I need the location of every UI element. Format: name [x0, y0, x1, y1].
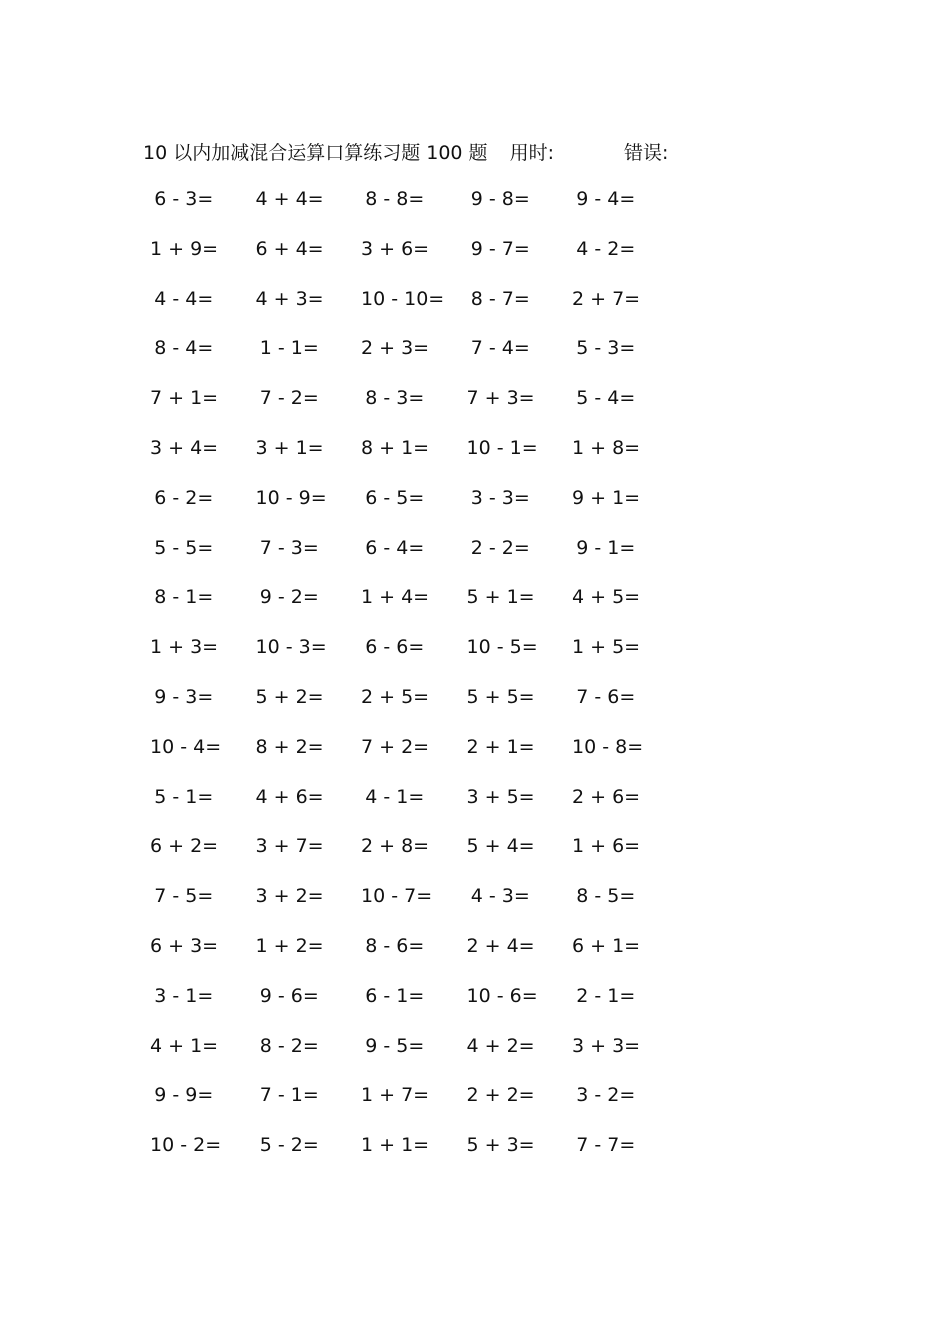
math-problem: 7 - 7=	[576, 1134, 636, 1157]
math-problem: 6 - 5=	[365, 486, 425, 509]
math-problem: 1 + 4=	[361, 586, 430, 609]
math-problem: 5 + 2=	[255, 685, 324, 708]
math-problem: 5 - 3=	[576, 337, 636, 360]
math-problem: 4 + 6=	[255, 785, 324, 808]
problem-row	[150, 1081, 690, 1131]
math-problem: 8 - 8=	[365, 188, 425, 210]
math-problem: 3 + 7=	[255, 835, 324, 858]
math-problem: 8 - 5=	[576, 885, 636, 908]
math-problem: 6 + 2=	[150, 835, 219, 858]
math-problem: 1 + 1=	[361, 1134, 430, 1157]
math-problem: 2 - 2=	[470, 536, 530, 559]
problem-row	[150, 285, 690, 335]
problem-row	[150, 434, 690, 484]
math-problem: 4 + 2=	[466, 1034, 535, 1057]
math-problem: 3 + 6=	[361, 237, 430, 260]
math-problem: 5 - 2=	[259, 1134, 319, 1157]
error-label: 错误:	[623, 141, 669, 164]
problem-grid	[150, 185, 690, 1181]
math-problem: 2 + 5=	[361, 685, 430, 708]
math-problem: 1 + 2=	[255, 934, 324, 957]
math-problem: 9 - 3=	[154, 685, 214, 708]
math-problem: 9 - 6=	[259, 984, 319, 1007]
math-problem: 2 + 2=	[466, 1084, 535, 1107]
problem-row	[150, 783, 690, 833]
problem-row	[150, 384, 690, 434]
math-problem: 7 - 2=	[259, 387, 319, 410]
math-problem: 6 + 3=	[150, 934, 219, 957]
math-problem: 6 - 2=	[154, 486, 214, 509]
math-problem: 3 - 2=	[576, 1084, 636, 1107]
math-problem: 10 - 4=	[150, 735, 222, 758]
math-problem: 6 - 1=	[365, 984, 425, 1007]
problem-row	[150, 185, 690, 235]
math-problem: 1 + 9=	[150, 237, 219, 260]
math-problem: 8 + 2=	[255, 735, 324, 758]
math-problem: 9 - 4=	[576, 188, 636, 210]
math-problem: 10 - 7=	[361, 885, 433, 908]
math-problem: 10 - 3=	[255, 636, 327, 659]
math-problem: 10 - 8=	[572, 735, 644, 758]
math-problem: 3 + 5=	[466, 785, 535, 808]
math-problem: 1 + 6=	[572, 835, 641, 858]
problem-row	[150, 932, 690, 982]
math-problem: 4 - 2=	[576, 237, 636, 260]
math-problem: 7 + 2=	[361, 735, 430, 758]
math-problem: 6 - 4=	[365, 536, 425, 559]
worksheet-title: 10 以内加减混合运算口算练习题 100 题	[143, 141, 488, 164]
math-problem: 9 - 1=	[576, 536, 636, 559]
math-problem: 6 + 4=	[255, 237, 324, 260]
math-problem: 8 - 6=	[365, 934, 425, 957]
math-problem: 6 - 6=	[365, 636, 425, 659]
math-problem: 2 + 3=	[361, 337, 430, 360]
math-problem: 3 - 3=	[470, 486, 530, 509]
math-problem: 5 + 5=	[466, 685, 535, 708]
math-problem: 3 + 3=	[572, 1034, 641, 1057]
math-problem: 8 - 2=	[259, 1034, 319, 1057]
problem-row	[150, 633, 690, 683]
math-problem: 7 - 3=	[259, 536, 319, 559]
math-problem: 6 + 1=	[572, 934, 641, 957]
math-problem: 8 - 7=	[470, 287, 530, 310]
math-problem: 3 - 1=	[154, 984, 214, 1007]
math-problem: 3 + 2=	[255, 885, 324, 908]
math-problem: 9 - 9=	[154, 1084, 214, 1107]
math-problem: 9 + 1=	[572, 486, 641, 509]
math-problem: 8 - 3=	[365, 387, 425, 410]
math-problem: 9 - 7=	[470, 237, 530, 260]
math-problem: 5 - 4=	[576, 387, 636, 410]
math-problem: 5 - 1=	[154, 785, 214, 808]
math-problem: 7 + 1=	[150, 387, 219, 410]
worksheet-header	[143, 136, 668, 166]
math-problem: 7 - 1=	[259, 1084, 319, 1107]
math-problem: 5 + 1=	[466, 586, 535, 609]
math-problem: 7 + 3=	[466, 387, 535, 410]
math-problem: 2 + 7=	[572, 287, 641, 310]
math-problem: 9 - 5=	[365, 1034, 425, 1057]
math-problem: 3 + 4=	[150, 436, 219, 459]
math-problem: 8 - 4=	[154, 337, 214, 360]
math-problem: 8 - 1=	[154, 586, 214, 609]
math-problem: 1 + 3=	[150, 636, 219, 659]
math-problem: 10 - 1=	[466, 436, 538, 459]
math-problem: 1 + 5=	[572, 636, 641, 659]
math-problem: 4 - 3=	[470, 885, 530, 908]
math-problem: 4 - 4=	[154, 287, 214, 310]
math-problem: 1 - 1=	[259, 337, 319, 360]
problem-row	[150, 534, 690, 584]
math-problem: 8 + 1=	[361, 436, 430, 459]
problem-row	[150, 1032, 690, 1082]
problem-row	[150, 733, 690, 783]
math-problem: 1 + 8=	[572, 436, 641, 459]
math-problem: 1 + 7=	[361, 1084, 430, 1107]
math-problem: 10 - 9=	[255, 486, 327, 509]
math-problem: 2 + 4=	[466, 934, 535, 957]
math-problem: 9 - 8=	[470, 188, 530, 210]
math-problem: 10 - 5=	[466, 636, 538, 659]
math-problem: 5 + 4=	[466, 835, 535, 858]
problem-row	[150, 484, 690, 534]
math-problem: 10 - 2=	[150, 1134, 222, 1157]
math-problem: 10 - 10=	[361, 287, 445, 310]
time-label: 用时:	[509, 141, 554, 164]
math-problem: 7 - 5=	[154, 885, 214, 908]
math-problem: 4 + 4=	[255, 188, 324, 210]
math-problem: 3 + 1=	[255, 436, 324, 459]
math-problem: 4 - 1=	[365, 785, 425, 808]
math-problem: 2 - 1=	[576, 984, 636, 1007]
math-problem: 7 - 4=	[470, 337, 530, 360]
problem-row	[150, 334, 690, 384]
problem-row	[150, 982, 690, 1032]
problem-row	[150, 235, 690, 285]
problem-row	[150, 882, 690, 932]
math-problem: 10 - 6=	[466, 984, 538, 1007]
math-problem: 7 - 6=	[576, 685, 636, 708]
math-problem: 5 + 3=	[466, 1134, 535, 1157]
problem-row	[150, 683, 690, 733]
problem-row	[150, 1131, 690, 1181]
math-problem: 5 - 5=	[154, 536, 214, 559]
math-problem: 6 - 3=	[154, 188, 214, 210]
math-problem: 2 + 1=	[466, 735, 535, 758]
math-problem: 2 + 8=	[361, 835, 430, 858]
problem-row	[150, 832, 690, 882]
math-problem: 4 + 1=	[150, 1034, 219, 1057]
math-problem: 9 - 2=	[259, 586, 319, 609]
math-problem: 4 + 5=	[572, 586, 641, 609]
math-problem: 4 + 3=	[255, 287, 324, 310]
problem-row	[150, 583, 690, 633]
math-problem: 2 + 6=	[572, 785, 641, 808]
